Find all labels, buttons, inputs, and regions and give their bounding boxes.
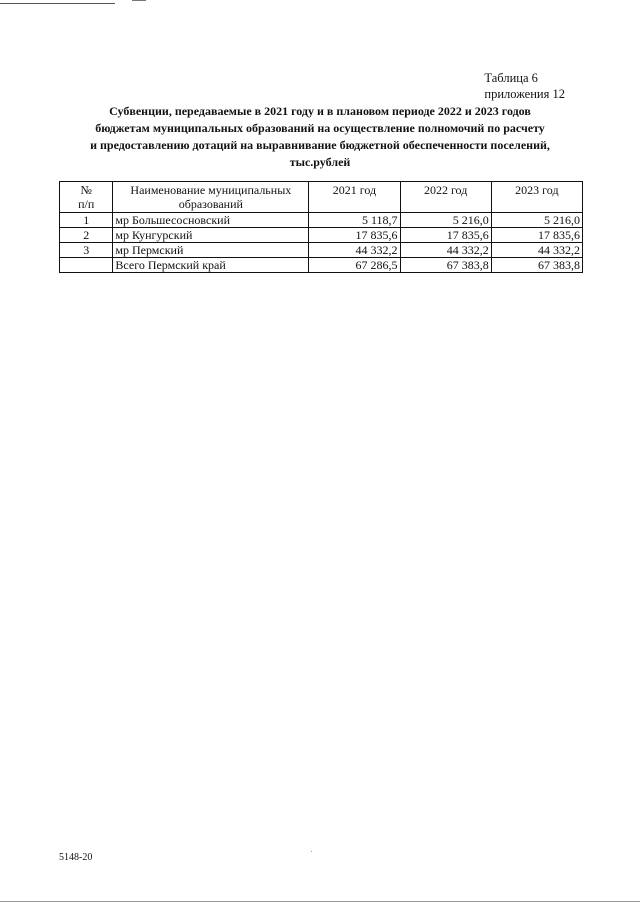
header-number-line: №: [80, 183, 92, 197]
subventions-table: [59, 181, 583, 273]
scan-edge-mark: [132, 0, 146, 1]
cell-2021: 17 835,6: [309, 228, 400, 243]
header-name-line: образований: [178, 197, 243, 211]
title-unit: тыс.рублей: [289, 155, 351, 169]
table-header-row: [60, 182, 583, 213]
cell-number: 2: [60, 228, 113, 243]
appendix-number: приложения 12: [484, 87, 565, 101]
cell-name: мр Пермский: [113, 243, 309, 258]
table-number: Таблица 6: [484, 71, 538, 85]
document-code: 5148-20: [59, 852, 93, 863]
table-row: [60, 243, 583, 258]
cell-2022: 44 332,2: [400, 243, 491, 258]
scan-speck: [311, 851, 312, 852]
cell-2021: 5 118,7: [309, 213, 400, 228]
table-row: [60, 213, 583, 228]
table-label: [484, 70, 565, 102]
cell-number: 3: [60, 243, 113, 258]
cell-2021: 44 332,2: [309, 243, 400, 258]
cell-name: мр Кунгурский: [113, 228, 309, 243]
cell-number: [60, 258, 113, 273]
cell-2023: 5 216,0: [491, 213, 582, 228]
cell-2023: 44 332,2: [491, 243, 582, 258]
header-name: [113, 182, 309, 213]
table-total-row: [60, 258, 583, 273]
document-title: [40, 103, 600, 171]
scan-edge-line: [0, 901, 640, 902]
cell-total-2021: 67 286,5: [309, 258, 400, 273]
header-number: [60, 182, 113, 213]
title-line: Субвенции, передаваемые в 2021 году и в плановом периоде 2022 и 2023 годов: [109, 104, 531, 118]
header-2023: 2023 год: [491, 182, 582, 213]
cell-total-2023: 67 383,8: [491, 258, 582, 273]
cell-name: мр Большесосновский: [113, 213, 309, 228]
title-line: бюджетам муниципальных образований на осуществление полномочий по расчету: [95, 121, 545, 135]
cell-2022: 5 216,0: [400, 213, 491, 228]
table-row: [60, 228, 583, 243]
cell-2023: 17 835,6: [491, 228, 582, 243]
cell-total-name: Всего Пермский край: [113, 258, 309, 273]
scan-edge-line: [0, 3, 115, 4]
header-2022: 2022 год: [400, 182, 491, 213]
cell-number: 1: [60, 213, 113, 228]
header-number-line: п/п: [78, 197, 95, 211]
cell-2022: 17 835,6: [400, 228, 491, 243]
cell-total-2022: 67 383,8: [400, 258, 491, 273]
title-line: и предоставлению дотаций на выравнивание бюджетной обеспеченности поселений,: [90, 138, 550, 152]
header-2021: 2021 год: [309, 182, 400, 213]
header-name-line: Наименование муниципальных: [130, 183, 292, 197]
